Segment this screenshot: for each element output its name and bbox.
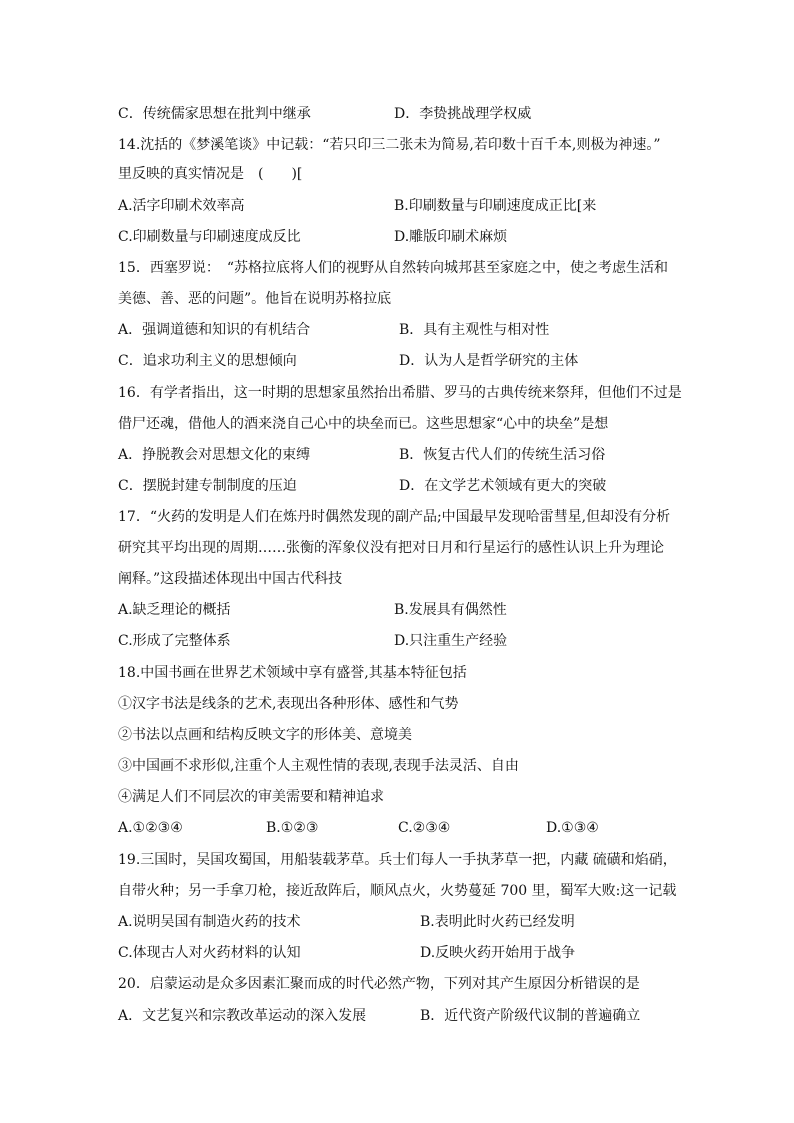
q20-option-b: B．近代资产阶级代议制的普遍确立	[420, 1008, 641, 1024]
q20-stem-line1: 20．启蒙运动是众多因素汇聚而成的时代必然产物，下列对其产生原因分析错误的是	[118, 976, 640, 992]
q15-option-b: B．具有主观性与相对性	[399, 322, 550, 338]
q17-stem-line1: 17．“火药的发明是人们在炼丹时偶然发现的副产品;中国最早发现哈雷彗星,但却没有分析	[118, 509, 671, 525]
q19-option-d: D.反映火药开始用于战争	[420, 945, 576, 961]
q18-item-3: ③中国画不求形似,注重个人主观性情的表现,表现手法灵活、自由	[118, 758, 519, 774]
q16-stem-line1: 16．有学者指出，这一时期的思想家虽然抬出希腊、罗马的古典传统来祭拜，但他们不过是	[118, 385, 682, 401]
q20-option-a: A．文艺复兴和宗教改革运动的深入发展	[118, 1008, 367, 1024]
q14-option-d: D.雕版印刷术麻烦	[394, 229, 508, 245]
q15-option-d: D．认为人是哲学研究的主体	[399, 353, 579, 369]
q15-option-c: C．追求功利主义的思想倾向	[118, 353, 297, 369]
q19-option-a: A.说明吴国有制造火药的技术	[118, 914, 301, 930]
q15-option-a: A．强调道德和知识的有机结合	[118, 322, 311, 338]
q16-option-a: A．挣脱教会对思想文化的束缚	[118, 447, 311, 463]
q13-option-d: D．李贽挑战理学权威	[394, 106, 532, 122]
q16-option-d: D．在文学艺术领域有更大的突破	[399, 478, 607, 494]
q16-option-b: B．恢复古代人们的传统生活习俗	[399, 447, 606, 463]
q18-stem-line1: 18.中国书画在世界艺术领域中享有盛誉,其基本特征包括	[118, 665, 467, 681]
q17-stem-line2: 研究其平均出现的周期……张衡的浑象仪没有把对日月和行星运行的感性认识上升为理论	[118, 540, 664, 556]
q17-option-d: D.只注重生产经验	[394, 633, 508, 649]
q17-option-a: A.缺乏理论的概括	[118, 602, 231, 618]
q17-option-c: C.形成了完整体系	[118, 633, 231, 649]
q18-item-1: ①汉字书法是线条的艺术,表现出各种形体、感性和气势	[118, 696, 459, 712]
q15-stem-line2: 美德、善、恶的问题”。他旨在说明苏格拉底	[118, 291, 392, 307]
q18-option-c: C.②③④	[398, 820, 451, 836]
q14-stem-line2: 里反映的真实情况是 ( )[	[118, 166, 303, 182]
q19-stem-line1: 19.三国时，吴国攻蜀国，用船装载茅草。兵士们每人一手执茅草一把，内藏 硫磺和焰硝，	[118, 852, 677, 868]
q19-option-c: C.体现古人对火药材料的认知	[118, 945, 301, 961]
q14-option-c: C.印刷数量与印刷速度成反比	[118, 229, 301, 245]
q18-option-a: A.①②③④	[118, 820, 183, 836]
q18-item-2: ②书法以点画和结构反映文字的形体美、意境美	[118, 727, 412, 743]
q15-stem-line1: 15．西塞罗说： “苏格拉底将人们的视野从自然转向城邦甚至家庭之中，使之考虑生活和	[118, 260, 668, 276]
q17-stem-line3: 阐释。”这段描述体现出中国古代科技	[118, 571, 343, 587]
q13-option-c: C．传统儒家思想在批判中继承	[118, 106, 311, 122]
q14-stem-line1: 14.沈括的《梦溪笔谈》中记载：“若只印三二张未为简易,若印数十百千本,则极为神速。”	[118, 137, 661, 153]
q17-option-b: B.发展具有偶然性	[394, 602, 507, 618]
q18-item-4: ④满足人们不同层次的审美需要和精神追求	[118, 789, 384, 805]
q14-option-b: B.印刷数量与印刷速度成正比[来	[394, 198, 597, 214]
q19-stem-line2: 自带火种；另一手拿刀枪，接近敌阵后，顺风点火，火势蔓延 700 里，蜀军大败:这一记载	[118, 883, 677, 899]
q18-option-d: D.①③④	[546, 820, 599, 836]
q18-option-b: B.①②③	[266, 820, 319, 836]
q16-stem-line2: 借尸还魂，借他人的酒来浇自己心中的块垒而已。这些思想家“心中的块垒”是想	[118, 416, 609, 432]
q14-option-a: A.活字印刷术效率高	[118, 198, 245, 214]
q16-option-c: C．摆脱封建专制制度的压迫	[118, 478, 297, 494]
q19-option-b: B.表明此时火药已经发明	[420, 914, 575, 930]
